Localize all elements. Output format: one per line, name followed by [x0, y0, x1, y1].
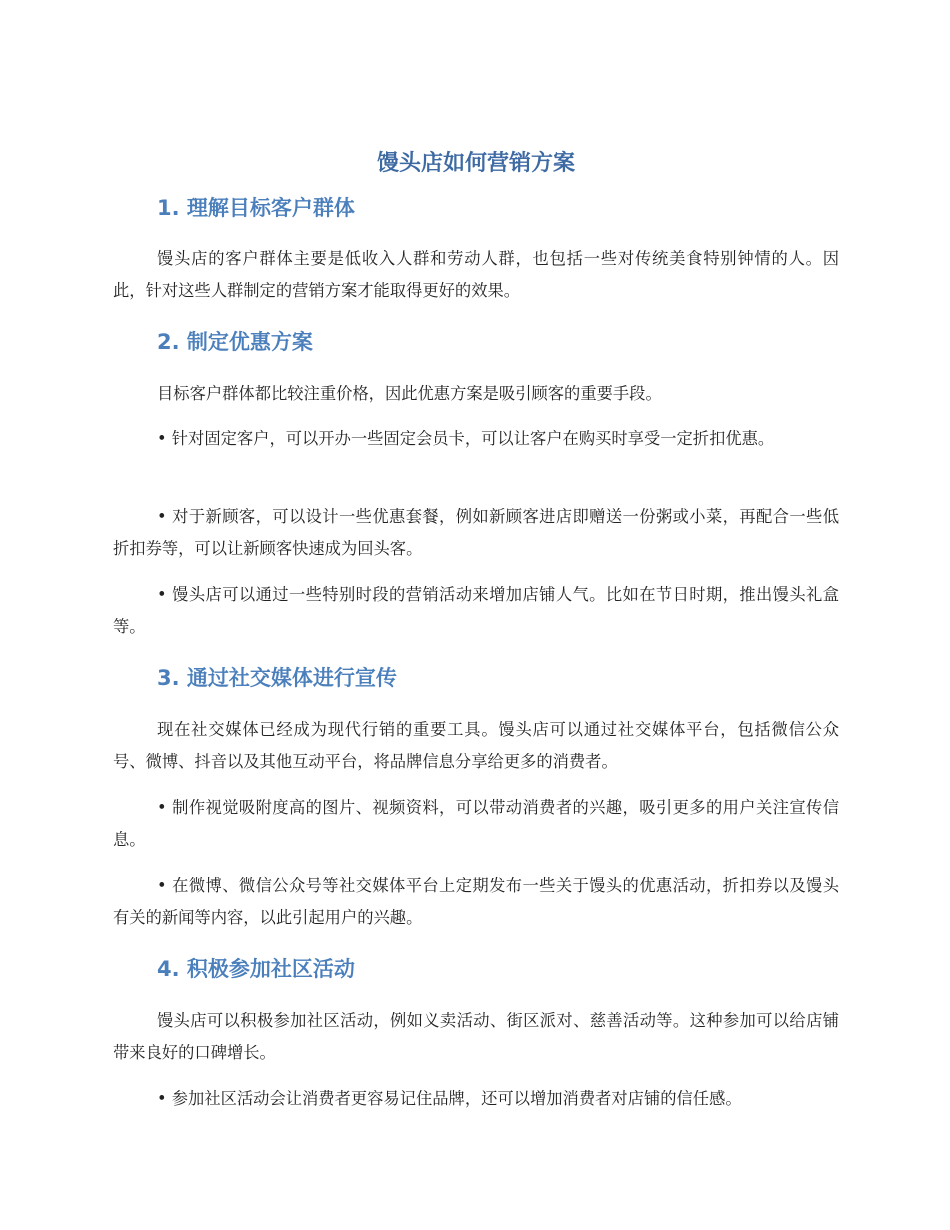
document-title: 馒头店如何营销方案: [376, 151, 575, 176]
section-4-paragraph-1: 馒头店可以积极参加社区活动，例如义卖活动、街区派对、慈善活动等。这种参加可以给店铺带来良好的口碑增长。: [113, 1011, 839, 1062]
section-2-bullet-3: • 馒头店可以通过一些特别时段的营销活动来增加店铺人气。比如在节日时期，推出馒头礼盒等。: [113, 585, 839, 636]
section-2-bullet-1: • 针对固定客户，可以开办一些固定会员卡，可以让客户在购买时享受一定折扣优惠。: [157, 429, 775, 448]
section-2-bullet-2: • 对于新顾客，可以设计一些优惠套餐，例如新顾客进店即赠送一份粥或小菜，再配合一些低折扣券等，可以让新顾客快速成为回头客。: [113, 507, 839, 558]
section-3-bullet-1: • 制作视觉吸附度高的图片、视频资料，可以带动消费者的兴趣，吸引更多的用户关注宣传信息。: [113, 798, 839, 849]
section-3-heading: 3. 通过社交媒体进行宣传: [157, 666, 397, 690]
section-2-paragraph-1: 目标客户群体都比较注重价格，因此优惠方案是吸引顾客的重要手段。: [157, 384, 662, 403]
section-2-heading: 2. 制定优惠方案: [157, 330, 313, 354]
section-4-heading: 4. 积极参加社区活动: [157, 957, 355, 981]
section-4-bullet-1: • 参加社区活动会让消费者更容易记住品牌，还可以增加消费者对店铺的信任感。: [157, 1089, 742, 1108]
section-3-bullet-2: • 在微博、微信公众号等社交媒体平台上定期发布一些关于馒头的优惠活动，折扣券以及馒头有关的新闻等内容，以此引起用户的兴趣。: [113, 876, 839, 927]
section-1-heading: 1. 理解目标客户群体: [157, 196, 355, 220]
section-3-paragraph-1: 现在社交媒体已经成为现代行销的重要工具。馒头店可以通过社交媒体平台，包括微信公众号、微博、抖音以及其他互动平台，将品牌信息分享给更多的消费者。: [113, 720, 839, 771]
section-1-paragraph-1: 馒头店的客户群体主要是低收入人群和劳动人群，也包括一些对传统美食特别钟情的人。因此，针对这些人群制定的营销方案才能取得更好的效果。: [113, 249, 839, 300]
